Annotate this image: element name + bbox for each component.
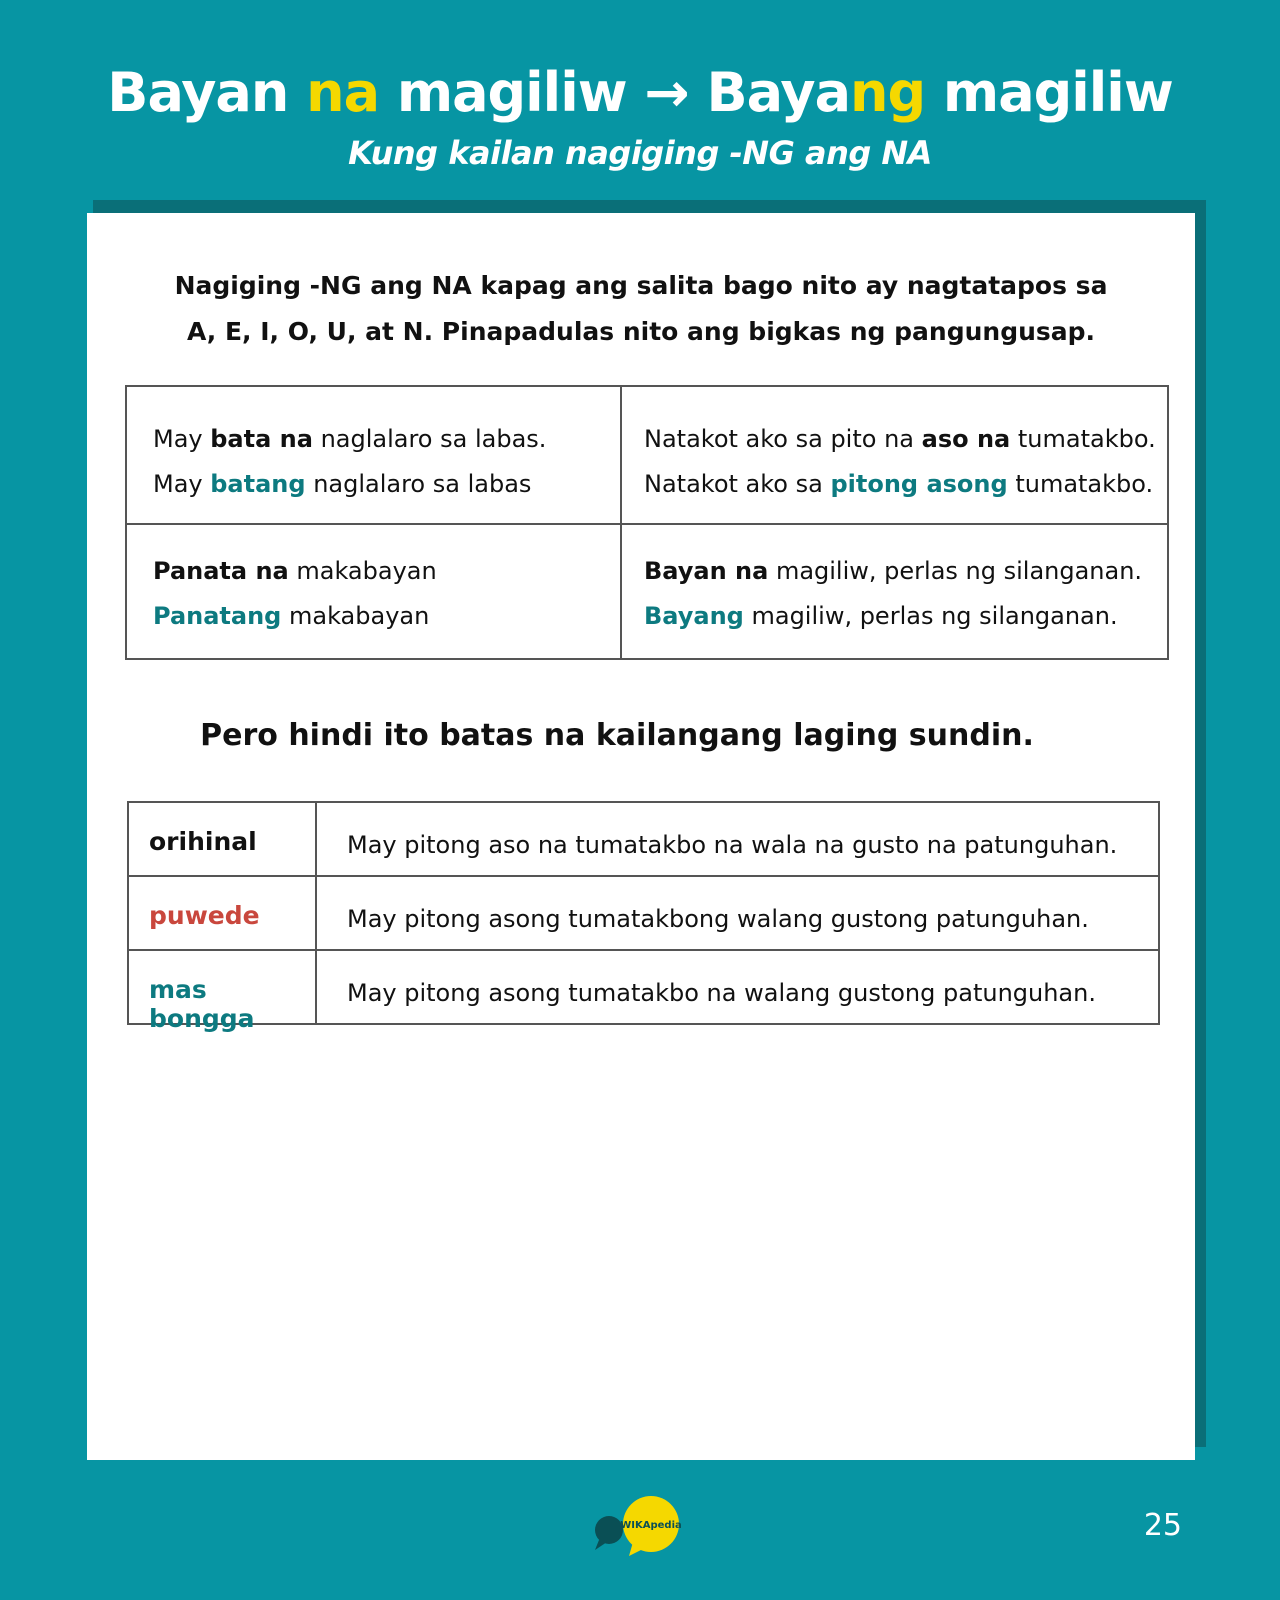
intro-line-2: A, E, I, O, U, at N. Pinapadulas nito ang bigkas ng pangungusap. (186, 317, 1096, 346)
text: Natakot ako sa pito na (644, 425, 922, 453)
text: naglalaro sa labas (305, 470, 532, 498)
example-cell-2 (620, 387, 1167, 523)
text: naglalaro sa labas. (312, 425, 547, 453)
highlight-text: Bayang (644, 601, 744, 630)
title-part-1: Bayan (107, 61, 307, 124)
row-sentence: May pitong aso na tumatakbo na wala na gusto na patunguhan. (347, 831, 1118, 859)
row-label-mas-bongga: mas bongga (129, 951, 317, 1023)
title-highlight-na: na (306, 61, 380, 124)
intro-line-1: Nagiging -NG ang NA kapag ang salita bago nito ay nagtatapos sa (174, 271, 1108, 300)
example-1-original (153, 417, 620, 462)
table-row (129, 949, 1158, 1033)
text: makabayan (288, 556, 437, 585)
wikapedia-logo (593, 1496, 687, 1558)
comparison-table (127, 801, 1160, 1033)
bold-text: bata na (210, 425, 313, 453)
page-subtitle: Kung kailan nagiging -NG ang NA (348, 134, 932, 172)
row-sentence: May pitong asong tumatakbong walang gustong patunguhan. (347, 905, 1089, 933)
page-number: 25 (1143, 1508, 1182, 1543)
title-highlight-ng: ng (850, 61, 926, 124)
section-heading: Pero hindi ito batas na kailangang laging sundin. (200, 718, 1034, 753)
example-3-revised (153, 594, 620, 639)
example-2-revised (644, 462, 1167, 507)
logo-text: WIKApedia (620, 1520, 682, 1531)
bold-text: Bayan na (644, 556, 769, 585)
example-4-revised (644, 594, 1167, 639)
table-row (129, 875, 1158, 949)
text: May (153, 425, 211, 453)
text: tumatakbo. (1007, 470, 1154, 498)
text: magiliw, perlas ng silanganan. (743, 601, 1118, 630)
example-3-original (153, 549, 620, 594)
bold-text: Panata na (153, 556, 289, 585)
highlight-text: pitong asong (830, 470, 1008, 498)
highlight-text: batang (210, 470, 306, 498)
example-1-revised (153, 462, 620, 507)
title-part-3: magiliw (925, 61, 1173, 124)
table-row (129, 803, 1158, 875)
example-cell-4 (620, 523, 1167, 659)
text: magiliw, perlas ng silanganan. (768, 556, 1143, 585)
example-cell-3 (127, 523, 620, 659)
text: May (153, 470, 211, 498)
examples-grid (125, 385, 1169, 660)
row-label-orihinal: orihinal (129, 803, 317, 875)
intro-text (87, 263, 1195, 355)
content-card (87, 213, 1195, 1460)
text: tumatakbo. (1010, 425, 1156, 453)
example-2-original (644, 417, 1167, 462)
bold-text: aso na (921, 425, 1011, 453)
text: makabayan (281, 601, 430, 630)
example-4-original (644, 549, 1167, 594)
page-title (0, 58, 1280, 128)
text: Natakot ako sa (644, 470, 831, 498)
example-cell-1 (127, 387, 620, 523)
row-label-puwede: puwede (129, 877, 317, 949)
row-sentence: May pitong asong tumatakbo na walang gustong patunguhan. (347, 979, 1096, 1007)
highlight-text: Panatang (153, 601, 282, 630)
speech-bubble-logo-icon (593, 1496, 687, 1558)
title-part-2: magiliw → Baya (379, 61, 851, 124)
